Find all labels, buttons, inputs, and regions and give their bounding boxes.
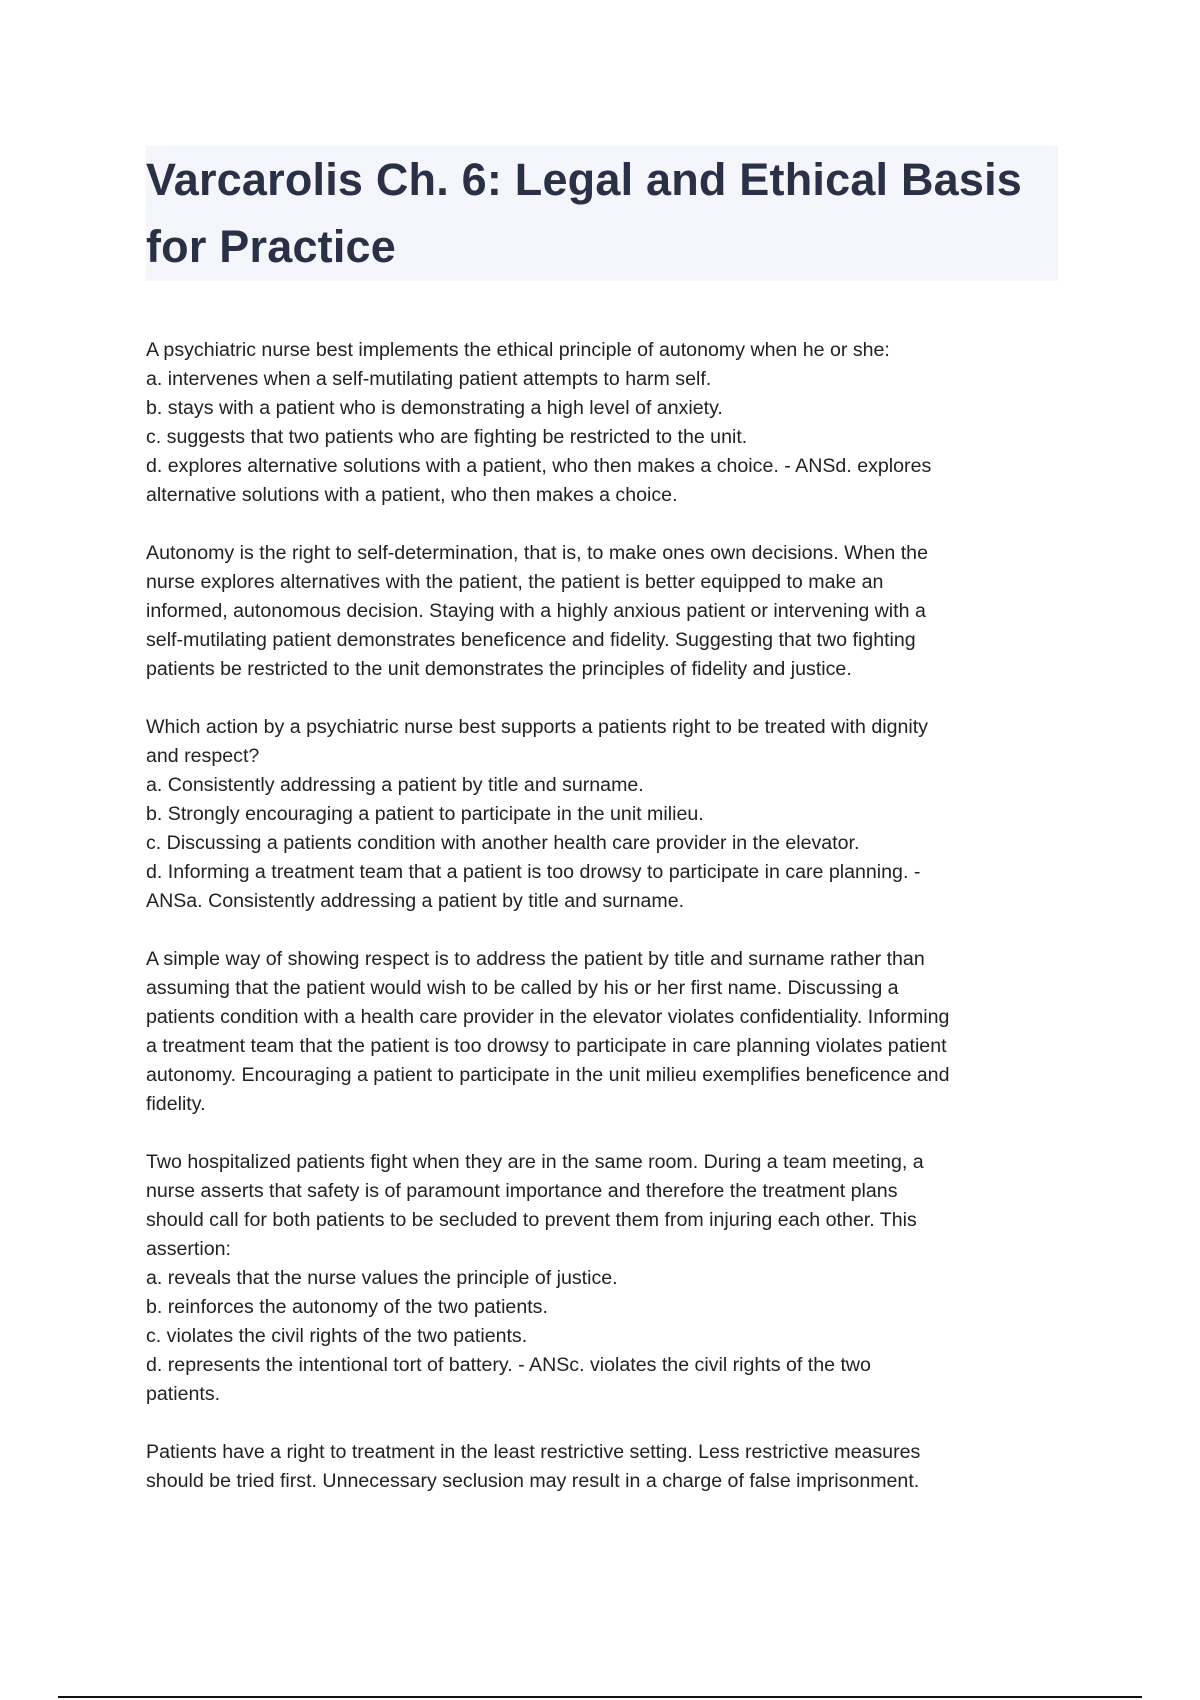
rationale-line: informed, autonomous decision. Staying with a highly anxious patient or intervening with a bbox=[146, 600, 926, 622]
question-line: a. reveals that the nurse values the principle of justice. bbox=[146, 1267, 618, 1289]
title-banner bbox=[146, 146, 1058, 281]
question-line: patients. bbox=[146, 1383, 221, 1405]
document-title bbox=[146, 146, 1058, 280]
rationale-line: Patients have a right to treatment in the least restrictive setting. Less restrictive measures bbox=[146, 1441, 921, 1463]
rationale-line: nurse explores alternatives with the patient, the patient is better equipped to make an bbox=[146, 571, 884, 593]
title-line: Varcarolis Ch. 6: Legal and Ethical Basis bbox=[146, 154, 1023, 205]
question-line: Which action by a psychiatric nurse best supports a patients right to be treated with dignity bbox=[146, 716, 928, 738]
question-line: c. Discussing a patients condition with another health care provider in the elevator. bbox=[146, 832, 860, 854]
rationale-line: a treatment team that the patient is too drowsy to participate in care planning violates patient bbox=[146, 1035, 947, 1057]
document-body bbox=[146, 336, 1066, 1525]
question-line: ANSa. Consistently addressing a patient by title and surname. bbox=[146, 890, 685, 912]
question-line: a. intervenes when a self-mutilating patient attempts to harm self. bbox=[146, 368, 712, 390]
rationale-line: patients condition with a health care provider in the elevator violates confidentiality. Informing bbox=[146, 1006, 950, 1028]
question-line: c. violates the civil rights of the two patients. bbox=[146, 1325, 528, 1347]
title-line: for Practice bbox=[146, 221, 397, 272]
rationale-line: assuming that the patient would wish to be called by his or her first name. Discussing a bbox=[146, 977, 899, 999]
question-line: c. suggests that two patients who are fighting be restricted to the unit. bbox=[146, 426, 748, 448]
question-line: b. Strongly encouraging a patient to participate in the unit milieu. bbox=[146, 803, 704, 825]
question-line: b. stays with a patient who is demonstrating a high level of anxiety. bbox=[146, 397, 723, 419]
question-line: nurse asserts that safety is of paramount importance and therefore the treatment plans bbox=[146, 1180, 898, 1202]
question-line: assertion: bbox=[146, 1238, 231, 1260]
question-line: d. Informing a treatment team that a patient is too drowsy to participate in care planning. - bbox=[146, 861, 921, 883]
rationale-line: fidelity. bbox=[146, 1093, 206, 1115]
rationale-line: Autonomy is the right to self-determination, that is, to make ones own decisions. When the bbox=[146, 542, 928, 564]
question-block bbox=[146, 1148, 1066, 1409]
rationale-block bbox=[146, 539, 1066, 684]
rationale-block bbox=[146, 1438, 1066, 1496]
question-line: alternative solutions with a patient, who then makes a choice. bbox=[146, 484, 678, 506]
question-line: d. represents the intentional tort of battery. - ANSc. violates the civil rights of the two bbox=[146, 1354, 871, 1376]
question-block bbox=[146, 336, 1066, 510]
footer-rule bbox=[58, 1696, 1142, 1698]
question-line: d. explores alternative solutions with a patient, who then makes a choice. - ANSd. explores bbox=[146, 455, 932, 477]
question-block bbox=[146, 713, 1066, 916]
question-line: A psychiatric nurse best implements the ethical principle of autonomy when he or she: bbox=[146, 339, 890, 361]
question-line: Two hospitalized patients fight when they are in the same room. During a team meeting, a bbox=[146, 1151, 924, 1173]
rationale-block bbox=[146, 945, 1066, 1119]
question-line: should call for both patients to be secluded to prevent them from injuring each other. This bbox=[146, 1209, 917, 1231]
question-line: and respect? bbox=[146, 745, 260, 767]
rationale-line: autonomy. Encouraging a patient to participate in the unit milieu exemplifies beneficence and bbox=[146, 1064, 950, 1086]
rationale-line: A simple way of showing respect is to address the patient by title and surname rather than bbox=[146, 948, 925, 970]
question-line: b. reinforces the autonomy of the two patients. bbox=[146, 1296, 548, 1318]
question-line: a. Consistently addressing a patient by title and surname. bbox=[146, 774, 644, 796]
rationale-line: should be tried first. Unnecessary seclusion may result in a charge of false imprisonment. bbox=[146, 1470, 920, 1492]
rationale-line: patients be restricted to the unit demonstrates the principles of fidelity and justice. bbox=[146, 658, 852, 680]
rationale-line: self-mutilating patient demonstrates beneficence and fidelity. Suggesting that two fighting bbox=[146, 629, 916, 651]
